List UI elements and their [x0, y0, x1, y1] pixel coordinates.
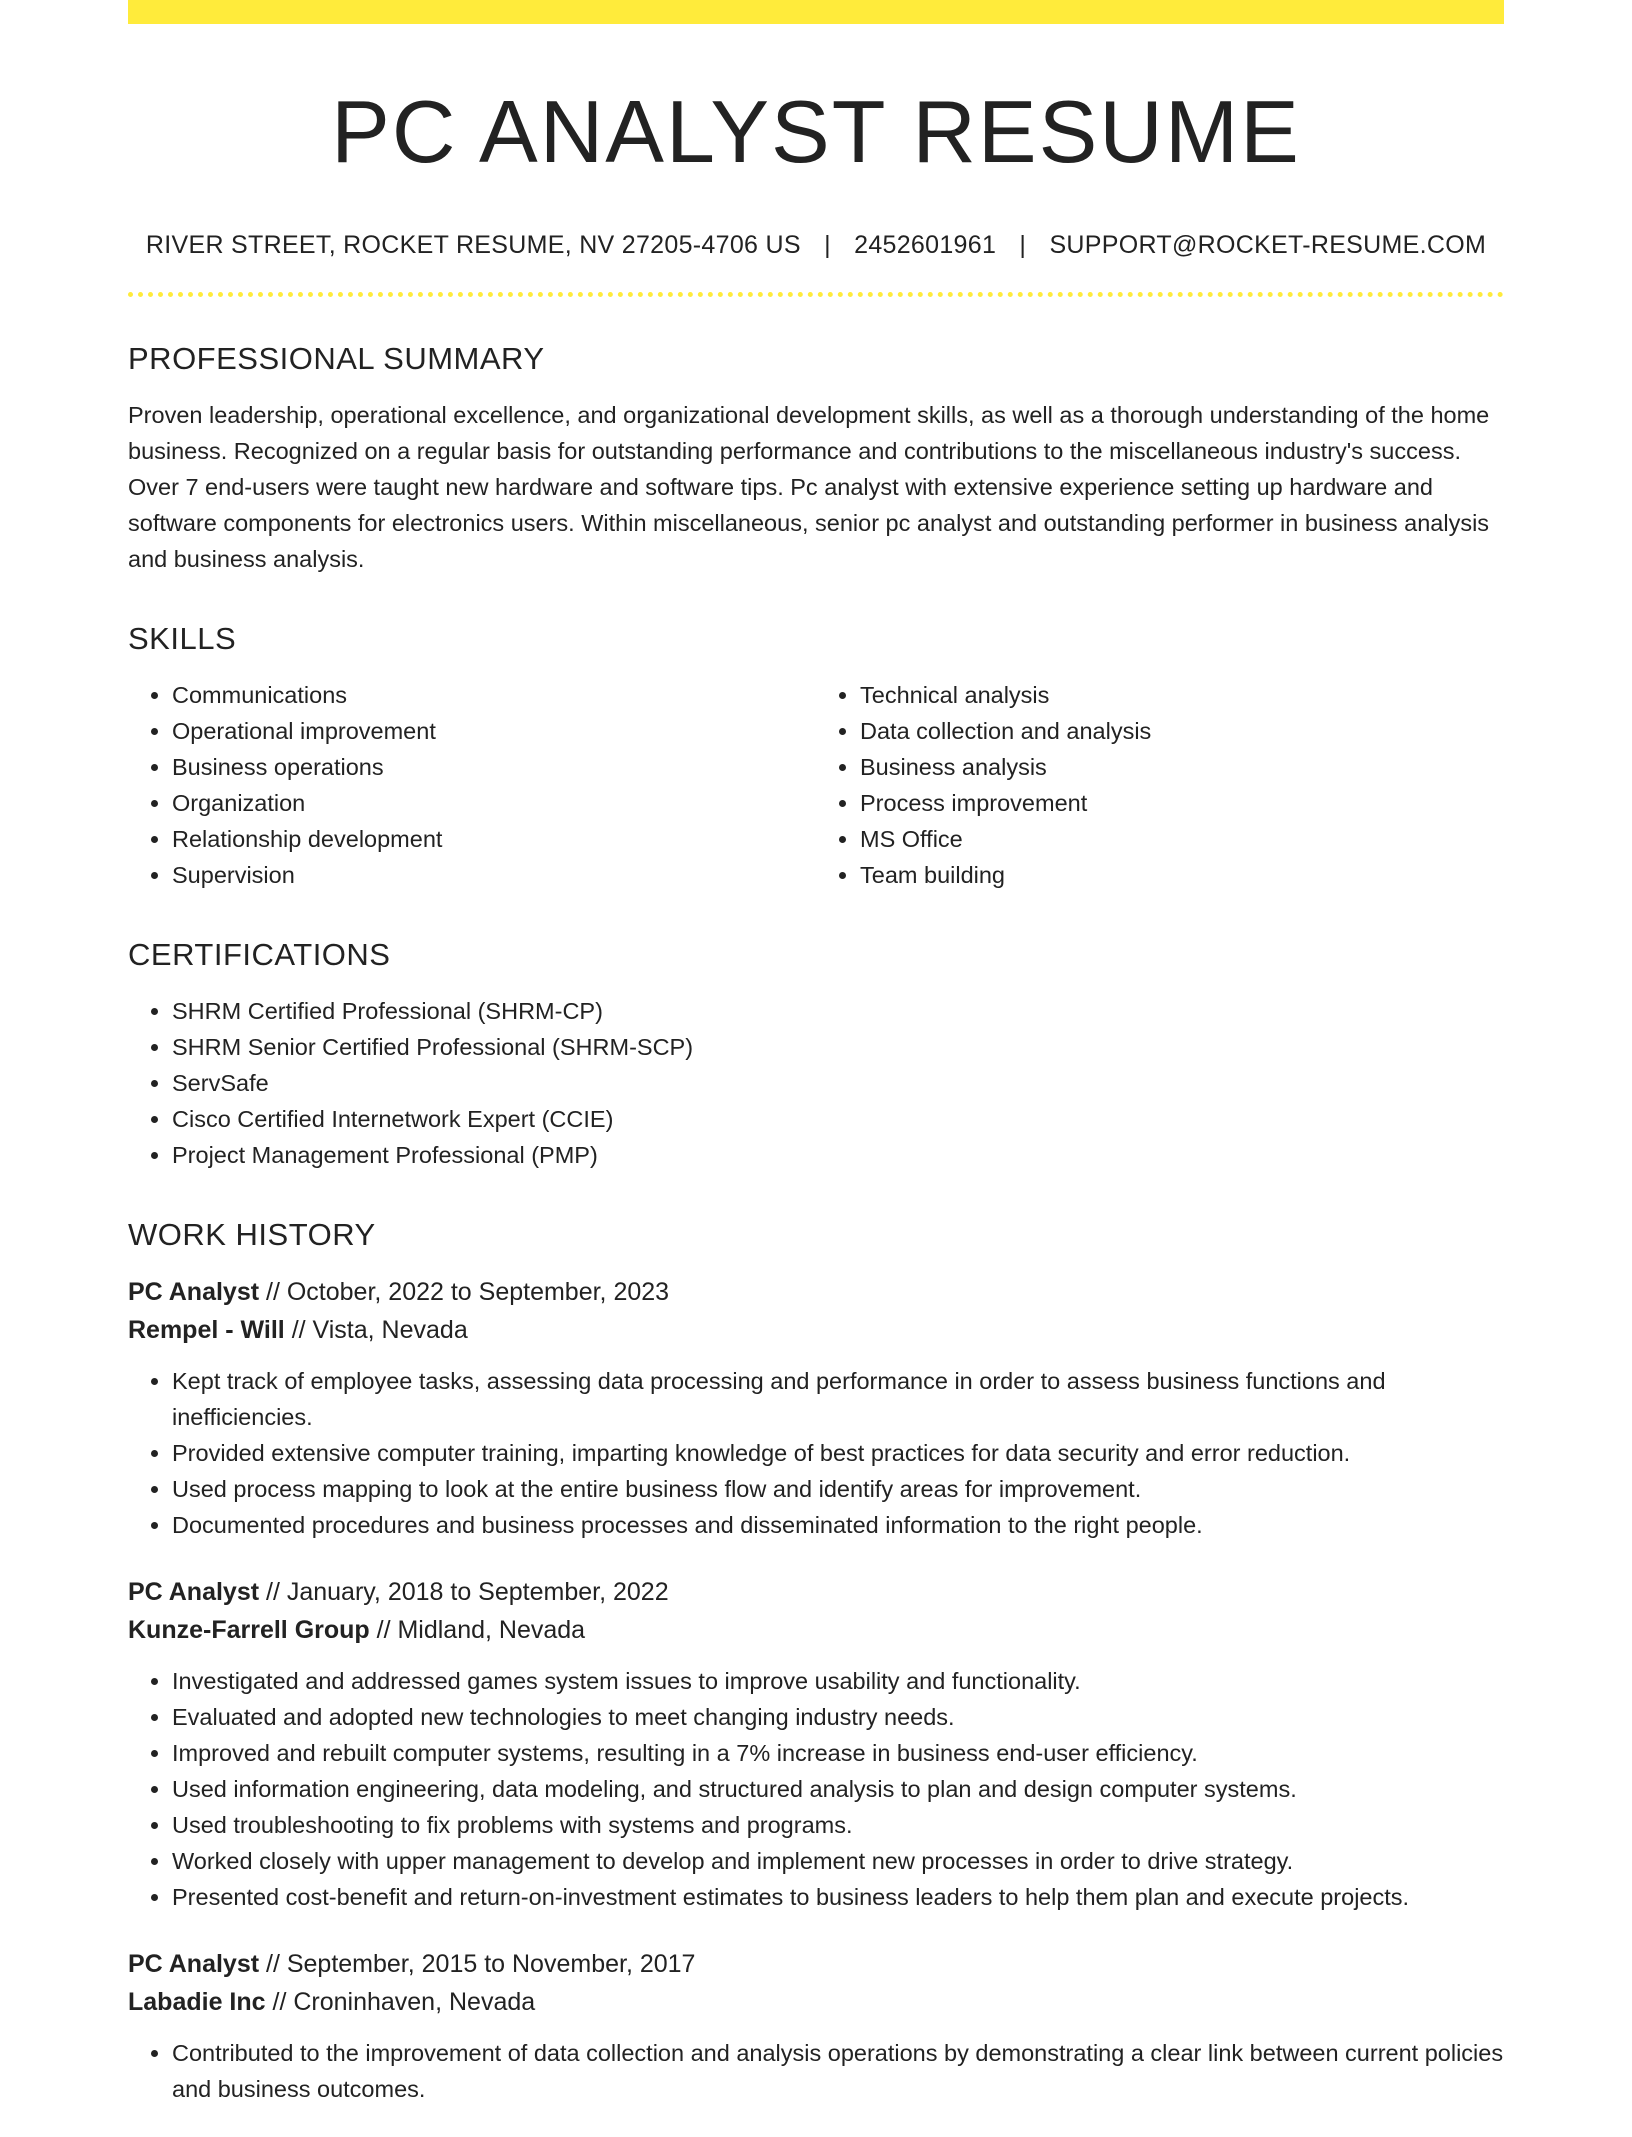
contact-phone: 2452601961	[854, 230, 997, 259]
job-bullet: • Used process mapping to look at the entire business flow and identify areas for improvement.	[172, 1471, 1504, 1507]
job-company: Rempel - Will	[128, 1315, 285, 1344]
skill-item: • Relationship development	[172, 821, 816, 857]
job-bullet: • Kept track of employee tasks, assessing data processing and performance in order to assess business functions and inefficiencies.	[172, 1363, 1504, 1435]
skills-grid	[128, 677, 1504, 893]
skill-item: • Business operations	[172, 749, 816, 785]
contact-separator: |	[824, 230, 831, 259]
certification-item: • SHRM Senior Certified Professional (SHRM-SCP)	[172, 1029, 1504, 1065]
job-bullet: • Investigated and addressed games system issues to improve usability and functionality.	[172, 1663, 1504, 1699]
contact-address: RIVER STREET, ROCKET RESUME, NV 27205-4706 US	[145, 230, 801, 259]
work-history-section	[128, 1217, 1504, 2107]
job-company-line	[128, 1611, 1504, 1649]
job-bullets	[128, 1363, 1504, 1543]
job-bullets	[128, 2035, 1504, 2107]
job-bullets	[128, 1663, 1504, 1915]
job-bullet: • Used information engineering, data modeling, and structured analysis to plan and design computer systems.	[172, 1771, 1504, 1807]
skill-item: • Technical analysis	[860, 677, 1504, 713]
job-bullet: • Presented cost-benefit and return-on-investment estimates to business leaders to help them plan and execute projects.	[172, 1879, 1504, 1915]
job-bullet: • Evaluated and adopted new technologies to meet changing industry needs.	[172, 1699, 1504, 1735]
skills-list-left	[128, 677, 816, 893]
certification-item: • Cisco Certified Internetwork Expert (CCIE)	[172, 1101, 1504, 1137]
job-title: PC Analyst	[128, 1277, 260, 1306]
job-bullet: • Used troubleshooting to fix problems with systems and programs.	[172, 1807, 1504, 1843]
skill-item: • Data collection and analysis	[860, 713, 1504, 749]
skill-item: • Supervision	[172, 857, 816, 893]
job-entry	[128, 1573, 1504, 1915]
job-company-line	[128, 1983, 1504, 2021]
summary-heading: PROFESSIONAL SUMMARY	[128, 340, 545, 376]
job-location: // Croninhaven, Nevada	[265, 1987, 536, 2016]
resume-title: PC ANALYST RESUME	[331, 82, 1301, 181]
skill-item: • Organization	[172, 785, 816, 821]
contact-separator: |	[1019, 230, 1027, 259]
skill-item: • Process improvement	[860, 785, 1504, 821]
resume-page	[128, 0, 1504, 2137]
job-title: PC Analyst	[128, 1577, 260, 1606]
dotted-divider	[128, 292, 1504, 297]
summary-section	[128, 341, 1504, 577]
job-location: // Midland, Nevada	[369, 1615, 586, 1644]
job-company: Labadie Inc	[128, 1987, 266, 2016]
job-company: Kunze-Farrell Group	[128, 1615, 370, 1644]
skill-item: • Team building	[860, 857, 1504, 893]
job-dates: // September, 2015 to November, 2017	[259, 1949, 696, 1978]
job-title-line	[128, 1273, 1504, 1311]
job-bullet: • Improved and rebuilt computer systems, resulting in a 7% increase in business end-user efficiency.	[172, 1735, 1504, 1771]
job-bullet: • Worked closely with upper management to develop and implement new processes in order to drive strategy.	[172, 1843, 1504, 1879]
certifications-heading: CERTIFICATIONS	[128, 936, 391, 972]
job-title-line	[128, 1573, 1504, 1611]
job-location: // Vista, Nevada	[284, 1315, 468, 1344]
skill-item: • Communications	[172, 677, 816, 713]
certification-item: • ServSafe	[172, 1065, 1504, 1101]
skills-section	[128, 621, 1504, 893]
job-entry	[128, 1273, 1504, 1543]
skill-item: • Business analysis	[860, 749, 1504, 785]
contact-line	[128, 231, 1504, 260]
skill-item: • Operational improvement	[172, 713, 816, 749]
certification-item: • SHRM Certified Professional (SHRM-CP)	[172, 993, 1504, 1029]
job-title: PC Analyst	[128, 1949, 260, 1978]
contact-email: SUPPORT@ROCKET-RESUME.COM	[1049, 230, 1487, 259]
skills-list-right	[816, 677, 1504, 893]
job-dates: // October, 2022 to September, 2023	[259, 1277, 670, 1306]
job-title-line	[128, 1945, 1504, 1983]
job-bullet: • Contributed to the improvement of data collection and analysis operations by demonstrating a clear link between current policies and business outcomes.	[172, 2035, 1504, 2107]
summary-text: Proven leadership, operational excellence, and organizational development skills, as well as a thorough understanding of the home business. Recognized on a regular basis for outstanding performance and contributions to the miscellaneous industry's success. Over 7 end-users were taught new hardware and software tips. Pc analyst with extensive experience setting up hardware and software components for electronics users. Within miscellaneous, senior pc analyst and outstanding performer in business analysis and business analysis.	[128, 401, 1490, 572]
skills-heading: SKILLS	[128, 620, 237, 656]
job-entry	[128, 1945, 1504, 2107]
job-dates: // January, 2018 to September, 2022	[259, 1577, 669, 1606]
skill-item: • MS Office	[860, 821, 1504, 857]
accent-bar	[128, 0, 1504, 24]
job-company-line	[128, 1311, 1504, 1349]
job-bullet: • Documented procedures and business processes and disseminated information to the right people.	[172, 1507, 1504, 1543]
work-history-heading: WORK HISTORY	[128, 1216, 376, 1252]
certifications-section	[128, 937, 1504, 1173]
certification-item: • Project Management Professional (PMP)	[172, 1137, 1504, 1173]
certifications-list	[128, 993, 1504, 1173]
job-bullet: • Provided extensive computer training, imparting knowledge of best practices for data security and error reduction.	[172, 1435, 1504, 1471]
